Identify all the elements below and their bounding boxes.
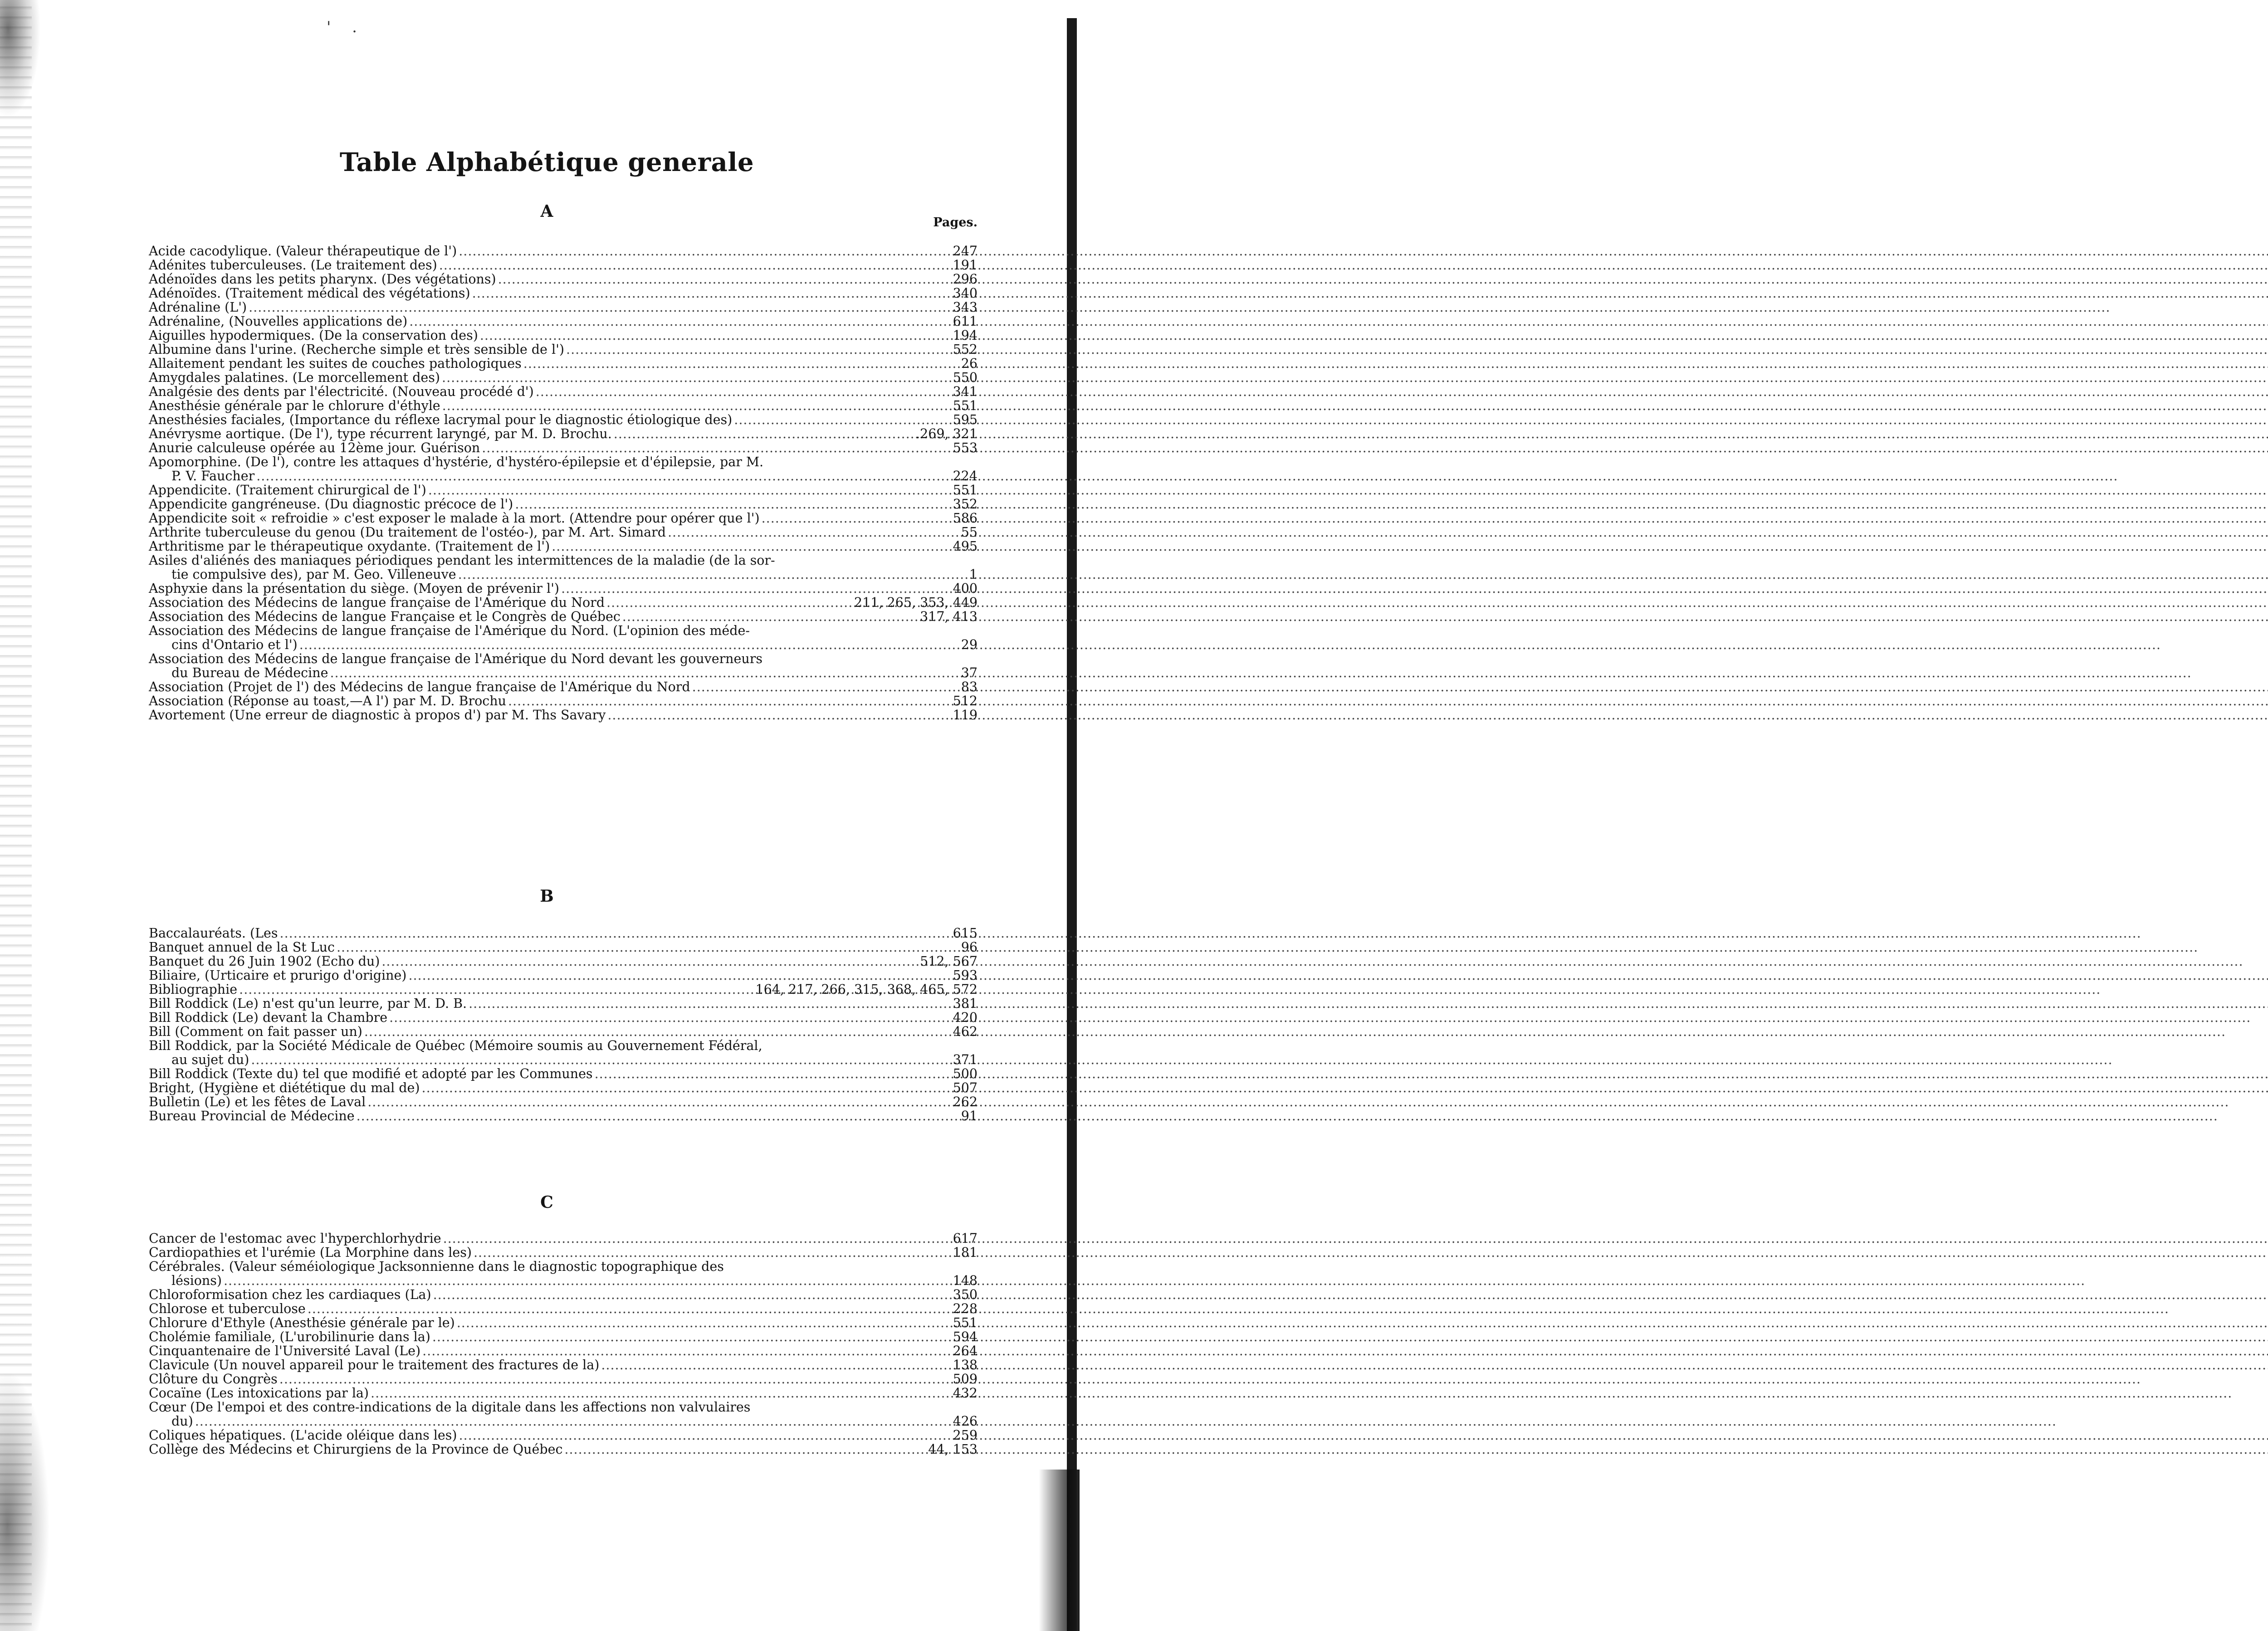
entry-page-number: 96 [961, 940, 978, 955]
entry-text: Appendicite gangréneuse. (Du diagnostic précoce de l') [149, 497, 513, 512]
index-entry-line [149, 342, 978, 356]
entry-page-number: 586 [953, 511, 978, 526]
index-entry-line [149, 1274, 978, 1288]
index-entry-line [149, 356, 978, 371]
index-entry-line [149, 328, 978, 342]
entry-text: Arthritisme par le thérapeutique oxydante. (Traitement de l') [149, 539, 550, 554]
index-entry-line [149, 652, 978, 666]
entry-text: Asphyxie dans la présentation du siège. (Moyen de prévenir l') [149, 581, 560, 596]
leader-dots [443, 1231, 951, 1245]
top-marks: ' . [327, 18, 365, 36]
entry-page-number: 317, 413 [920, 609, 978, 624]
index-entry-line [149, 1288, 978, 1302]
leader-dots [469, 996, 951, 1011]
entry-text: du Bureau de Médecine [171, 665, 328, 680]
index-entry-line [149, 1316, 978, 1330]
entry-page-number: 595 [953, 412, 978, 427]
entry-text: Collège des Médecins et Chirurgiens de la Province de Québec [149, 1442, 563, 1457]
leader-dots [256, 469, 951, 483]
entry-page-number: 83 [961, 679, 978, 694]
entry-page-number: 550 [953, 370, 978, 385]
index-entry-line [149, 525, 978, 539]
entry-text: tie compulsive des), par M. Geo. Villeneuve [171, 567, 456, 582]
leader-dots [457, 1316, 951, 1330]
entry-text: Apomorphine. (De l'), contre les attaques d'hystérie, d'hystéro-épilepsie et d'épilepsie, par M. [149, 454, 764, 469]
index-entry-line [149, 1330, 978, 1344]
index-entry-line [149, 624, 978, 638]
entry-text: Anévrysme aortique. (De l'), type récurrent laryngé, par M. D. Brochu. [149, 426, 612, 441]
index-entry-line [149, 1231, 978, 1245]
scan-stain-bottom [0, 1370, 50, 1631]
leader-dots [408, 968, 951, 982]
leader-dots [357, 1109, 956, 1123]
index-entry-line [149, 1245, 978, 1260]
leader-dots [515, 497, 951, 511]
leader-dots [364, 1025, 951, 1039]
index-entry-line [149, 1053, 978, 1067]
leader-dots [251, 1053, 951, 1067]
section-letter-b: B [540, 887, 554, 906]
index-entry-line [149, 926, 978, 940]
entry-text: Association (Réponse au toast,—A l') par M. D. Brochu [149, 693, 506, 708]
index-entry-line [149, 469, 978, 483]
index-entry-line [149, 1025, 978, 1039]
index-entry-line [149, 511, 978, 525]
entry-text: Bureau Provincial de Médecine [149, 1108, 355, 1123]
index-entry-line [149, 996, 978, 1011]
index-entry-line [149, 497, 978, 511]
entry-page-number: 211, 265, 353, 449 [854, 595, 978, 610]
entry-page-number: 500 [953, 1066, 978, 1081]
index-entry-line [149, 1095, 978, 1109]
entry-text: Bright, (Hygiène et diététique du mal de) [149, 1080, 420, 1095]
index-entry-line [149, 680, 978, 694]
entry-text: Clavicule (Un nouvel appareil pour le traitement des fractures de la) [149, 1358, 600, 1372]
entry-text: Aiguilles hypodermiques. (De la conservation des) [149, 328, 478, 343]
index-entry-line [149, 1414, 978, 1428]
leader-dots [480, 328, 951, 342]
leader-dots [371, 1386, 951, 1400]
entry-page-number: 593 [953, 968, 978, 983]
entry-text: du) [171, 1414, 193, 1429]
leader-dots [330, 666, 956, 680]
entry-page-number: 164, 217, 266, 315, 368, 465, 572 [755, 982, 978, 997]
leader-dots [561, 581, 951, 596]
leader-dots [299, 638, 956, 652]
entry-page-number: 509 [953, 1372, 978, 1387]
section-letter-c: C [540, 1193, 553, 1212]
index-entry-line [149, 483, 978, 497]
entry-page-number: 615 [953, 926, 978, 941]
index-entry-line [149, 427, 978, 441]
leader-dots [224, 1274, 951, 1288]
entry-text: Bill Roddick (Le) devant la Chambre [149, 1010, 388, 1025]
entry-text: Bill Roddick (Le) n'est qu'un leurre, par M. D. B. [149, 996, 467, 1011]
entry-page-number: 617 [953, 1231, 978, 1246]
entry-text: Bill (Comment on fait passer un) [149, 1024, 362, 1039]
leader-dots [337, 940, 956, 954]
entry-page-number: 1 [969, 567, 978, 582]
index-entry-line [149, 954, 978, 968]
leader-dots [381, 954, 918, 968]
leader-dots [279, 1372, 951, 1386]
index-entry-line [149, 1386, 978, 1400]
entry-text: Cancer de l'estomac avec l'hyperchlorhydrie [149, 1231, 441, 1246]
entry-page-number: 507 [953, 1080, 978, 1095]
entry-page-number: 350 [953, 1287, 978, 1302]
entry-page-number: 247 [953, 244, 978, 259]
entry-text: Association des Médecins de langue française de l'Amérique du Nord [149, 595, 605, 610]
leader-dots [389, 1011, 951, 1025]
entry-page-number: 553 [953, 440, 978, 455]
entry-text: Cholémie familiale, (L'urobilinurie dans la) [149, 1329, 430, 1344]
entry-page-number: 432 [953, 1386, 978, 1401]
leader-dots [762, 511, 951, 525]
leader-dots [472, 286, 951, 300]
leader-dots [523, 356, 956, 371]
entry-text: Adrénaline, (Nouvelles applications de) [149, 314, 408, 329]
entry-page-number: 181 [953, 1245, 978, 1260]
entry-text: Chlorure d'Ethyle (Anesthésie générale par le) [149, 1315, 455, 1330]
entry-text: Chlorose et tuberculose [149, 1301, 306, 1316]
leader-dots [280, 926, 951, 940]
leader-dots [622, 610, 918, 624]
entry-page-number: 264 [953, 1343, 978, 1358]
index-entry-line [149, 968, 978, 982]
entry-text: Bill Roddick (Texte du) tel que modifié et adopté par les Communes [149, 1066, 593, 1081]
index-entry-line [149, 1372, 978, 1386]
leader-dots [422, 1081, 951, 1095]
index-entry-line [149, 1400, 978, 1414]
leader-dots [239, 982, 753, 996]
index-entry-line [149, 272, 978, 286]
entry-text: au sujet du) [171, 1052, 249, 1067]
entry-text: Albumine dans l'urine. (Recherche simple et très sensible de l') [149, 342, 565, 357]
entry-text: Chloroformisation chez les cardiaques (La) [149, 1287, 431, 1302]
entry-page-number: 138 [953, 1358, 978, 1372]
leader-dots [249, 300, 951, 314]
entry-page-number: 44, 153 [928, 1442, 978, 1457]
entry-page-number: 594 [953, 1329, 978, 1344]
entry-page-number: 296 [953, 272, 978, 287]
entry-text: Anurie calculeuse opérée au 12ème jour. Guérison [149, 440, 480, 455]
entry-text: Banquet du 26 Juin 1902 (Echo du) [149, 954, 380, 969]
entry-page-number: 551 [953, 1315, 978, 1330]
leader-dots [308, 1302, 951, 1316]
index-entry-line [149, 1039, 978, 1053]
index-entry-line [149, 581, 978, 596]
leader-dots [432, 1330, 951, 1344]
leader-dots [536, 385, 951, 399]
scan-stain-right [1039, 1470, 1080, 1631]
index-entry-line [149, 666, 978, 680]
entry-page-number: 91 [961, 1108, 978, 1123]
leader-dots [195, 1414, 951, 1428]
index-entry-line [149, 1067, 978, 1081]
index-entry-line [149, 1358, 978, 1372]
index-entry-line [149, 286, 978, 300]
index-entry-line [149, 708, 978, 722]
index-entry-line [149, 1081, 978, 1095]
leader-dots [458, 567, 956, 581]
entry-page-number: 381 [953, 996, 978, 1011]
entry-text: Baccalauréats. (Les [149, 926, 278, 941]
entries-section-c [149, 1231, 978, 1456]
entry-text: Adrénaline (L') [149, 300, 247, 315]
entry-page-number: 228 [953, 1301, 978, 1316]
index-entry-line [149, 244, 978, 258]
leader-dots [606, 596, 852, 610]
leader-dots [607, 708, 951, 722]
entry-text: Bulletin (Le) et les fêtes de Laval [149, 1094, 366, 1109]
index-entry-line [149, 694, 978, 708]
index-entry-line [149, 539, 978, 553]
entry-page-number: 420 [953, 1010, 978, 1025]
entries-section-a [149, 244, 978, 722]
entry-text: Cœur (De l'empoi et des contre-indications de la digitale dans les affections non valvulaires [149, 1400, 751, 1415]
index-entry-line [149, 1011, 978, 1025]
entry-text: Cardiopathies et l'urémie (La Morphine dans les) [149, 1245, 472, 1260]
leader-dots [459, 1428, 951, 1442]
leader-dots [498, 272, 951, 286]
leader-dots [442, 371, 951, 385]
index-entry-line [149, 567, 978, 581]
entry-text: Analgésie des dents par l'électricité. (Nouveau procédé d') [149, 384, 534, 399]
entry-text: Coliques hépatiques. (L'acide oléique dans les) [149, 1428, 457, 1443]
entry-page-number: 341 [953, 384, 978, 399]
entry-page-number: 148 [953, 1273, 978, 1288]
index-entry-line [149, 610, 978, 624]
leader-dots [595, 1067, 951, 1081]
index-entry-line [149, 1442, 978, 1456]
entry-text: cins d'Ontario et l') [171, 637, 298, 652]
entry-page-number: 426 [953, 1414, 978, 1429]
entry-page-number: 29 [961, 637, 978, 652]
entry-page-number: 551 [953, 398, 978, 413]
leader-dots [566, 342, 951, 356]
entry-text: Biliaire, (Urticaire et prurigo d'origine) [149, 968, 407, 983]
index-entry-line [149, 1428, 978, 1442]
entry-text: Anesthésie générale par le chlorure d'éthyle [149, 398, 440, 413]
entry-text: Clôture du Congrès [149, 1372, 278, 1387]
entry-page-number: 495 [953, 539, 978, 554]
entry-page-number: 37 [961, 665, 978, 680]
entry-text: Cinquantenaire de l'Université Laval (Le) [149, 1343, 421, 1358]
entry-page-number: 552 [953, 342, 978, 357]
entry-text: Bibliographie [149, 982, 238, 997]
entry-text: Appendicite. (Traitement chirurgical de l') [149, 483, 426, 498]
leader-dots [367, 1095, 951, 1109]
entry-text: Bill Roddick, par la Société Médicale de Québec (Mémoire soumis au Gouvernement Fédéral, [149, 1038, 763, 1053]
entry-page-number: 55 [961, 525, 978, 540]
scan-stain-top [0, 0, 41, 118]
index-entry-line [149, 940, 978, 954]
leader-dots [433, 1288, 951, 1302]
entry-page-number: 262 [953, 1094, 978, 1109]
pages-column-header: Pages. [933, 215, 978, 230]
leader-dots [474, 1245, 951, 1260]
entry-text: Acide cacodylique. (Valeur thérapeutique de l') [149, 244, 457, 259]
entry-page-number: 343 [953, 300, 978, 315]
index-entry-line [149, 371, 978, 385]
entry-text: Adénoïdes dans les petits pharynx. (Des végétations) [149, 272, 496, 287]
entry-text: P. V. Faucher [171, 469, 255, 483]
index-entry-line [149, 596, 978, 610]
entry-text: Amygdales palatines. (Le morcellement des) [149, 370, 440, 385]
index-entry-line [149, 399, 978, 413]
leader-dots [428, 483, 951, 497]
entry-text: lésions) [171, 1273, 222, 1288]
index-entry-line [149, 638, 978, 652]
leader-dots [508, 694, 951, 708]
entries-section-b [149, 926, 978, 1123]
entry-text: Cérébrales. (Valeur séméiologique Jacksonnienne dans le diagnostic topographique des [149, 1259, 724, 1274]
entry-page-number: 400 [953, 581, 978, 596]
index-entry-line [149, 441, 978, 455]
leader-dots [734, 413, 951, 427]
entry-page-number: 512 [953, 693, 978, 708]
leader-dots [564, 1442, 926, 1456]
entry-text: Adénoïdes. (Traitement médical des végétations) [149, 286, 470, 301]
entry-page-number: 224 [953, 469, 978, 483]
leader-dots [692, 680, 956, 694]
index-entry-line [149, 413, 978, 427]
leader-dots [482, 441, 951, 455]
entry-page-number: 551 [953, 483, 978, 498]
section-letter-a: A [540, 202, 553, 221]
leader-dots [422, 1344, 951, 1358]
entry-page-number: 352 [953, 497, 978, 512]
entry-text: Association des Médecins de langue française de l'Amérique du Nord devant les gouverneurs [149, 651, 763, 666]
entry-text: Association des Médecins de langue française de l'Amérique du Nord. (L'opinion des méde- [149, 623, 750, 638]
entry-page-number: 371 [953, 1052, 978, 1067]
entry-page-number: 462 [953, 1024, 978, 1039]
index-entry-line [149, 300, 978, 314]
entry-page-number: .269, 321 [916, 426, 978, 441]
entry-page-number: 26 [961, 356, 978, 371]
entry-text: Association des Médecins de langue Française et le Congrès de Québec [149, 609, 621, 624]
entry-page-number: 191 [953, 258, 978, 273]
leader-dots [459, 244, 951, 258]
entry-text: Banquet annuel de la St Luc [149, 940, 335, 955]
entry-text: Cocaïne (Les intoxications par la) [149, 1386, 369, 1401]
index-entry-line [149, 385, 978, 399]
entry-text: Asiles d'aliénés des maniaques périodiques pendant les intermittences de la maladie (de la sor- [149, 553, 775, 568]
leader-dots [668, 525, 956, 539]
entry-page-number: 340 [953, 286, 978, 301]
entry-page-number: 512, 567 [920, 954, 978, 969]
index-entry-line [149, 1344, 978, 1358]
index-entry-line [149, 455, 978, 469]
entry-text: Association (Projet de l') des Médecins de langue française de l'Amérique du Nord [149, 679, 690, 694]
index-entry-line [149, 1260, 978, 1274]
entry-text: Arthrite tuberculeuse du genou (Du traitement de l'ostéo-), par M. Art. Simard [149, 525, 666, 540]
page-title: Table Alphabétique generale [339, 147, 754, 177]
index-entry-line [149, 982, 978, 996]
index-entry-line [149, 553, 978, 567]
entry-text: Avortement (Une erreur de diagnostic à propos d') par M. Ths Savary [149, 708, 606, 723]
leader-dots [614, 427, 914, 441]
leader-dots [601, 1358, 951, 1372]
index-entry-line [149, 1109, 978, 1123]
leader-dots [552, 539, 951, 553]
leader-dots [442, 399, 951, 413]
entry-page-number: 119 [953, 708, 978, 723]
entry-page-number: 611 [953, 314, 978, 329]
entry-text: Anesthésies faciales, (Importance du réflexe lacrymal pour le diagnostic étiologique des) [149, 412, 733, 427]
entry-text: Allaitement pendant les suites de couches pathologiques [149, 356, 522, 371]
entry-text: Appendicite soit « refroidie » c'est exposer le malade à la mort. (Attendre pour opérer que l') [149, 511, 760, 526]
leader-dots [439, 258, 951, 272]
entry-page-number: 259 [953, 1428, 978, 1443]
entry-text: Adénites tuberculeuses. (Le traitement des) [149, 258, 437, 273]
index-entry-line [149, 1302, 978, 1316]
entry-page-number: 194 [953, 328, 978, 343]
index-entry-line [149, 314, 978, 328]
leader-dots [409, 314, 951, 328]
index-entry-line [149, 258, 978, 272]
